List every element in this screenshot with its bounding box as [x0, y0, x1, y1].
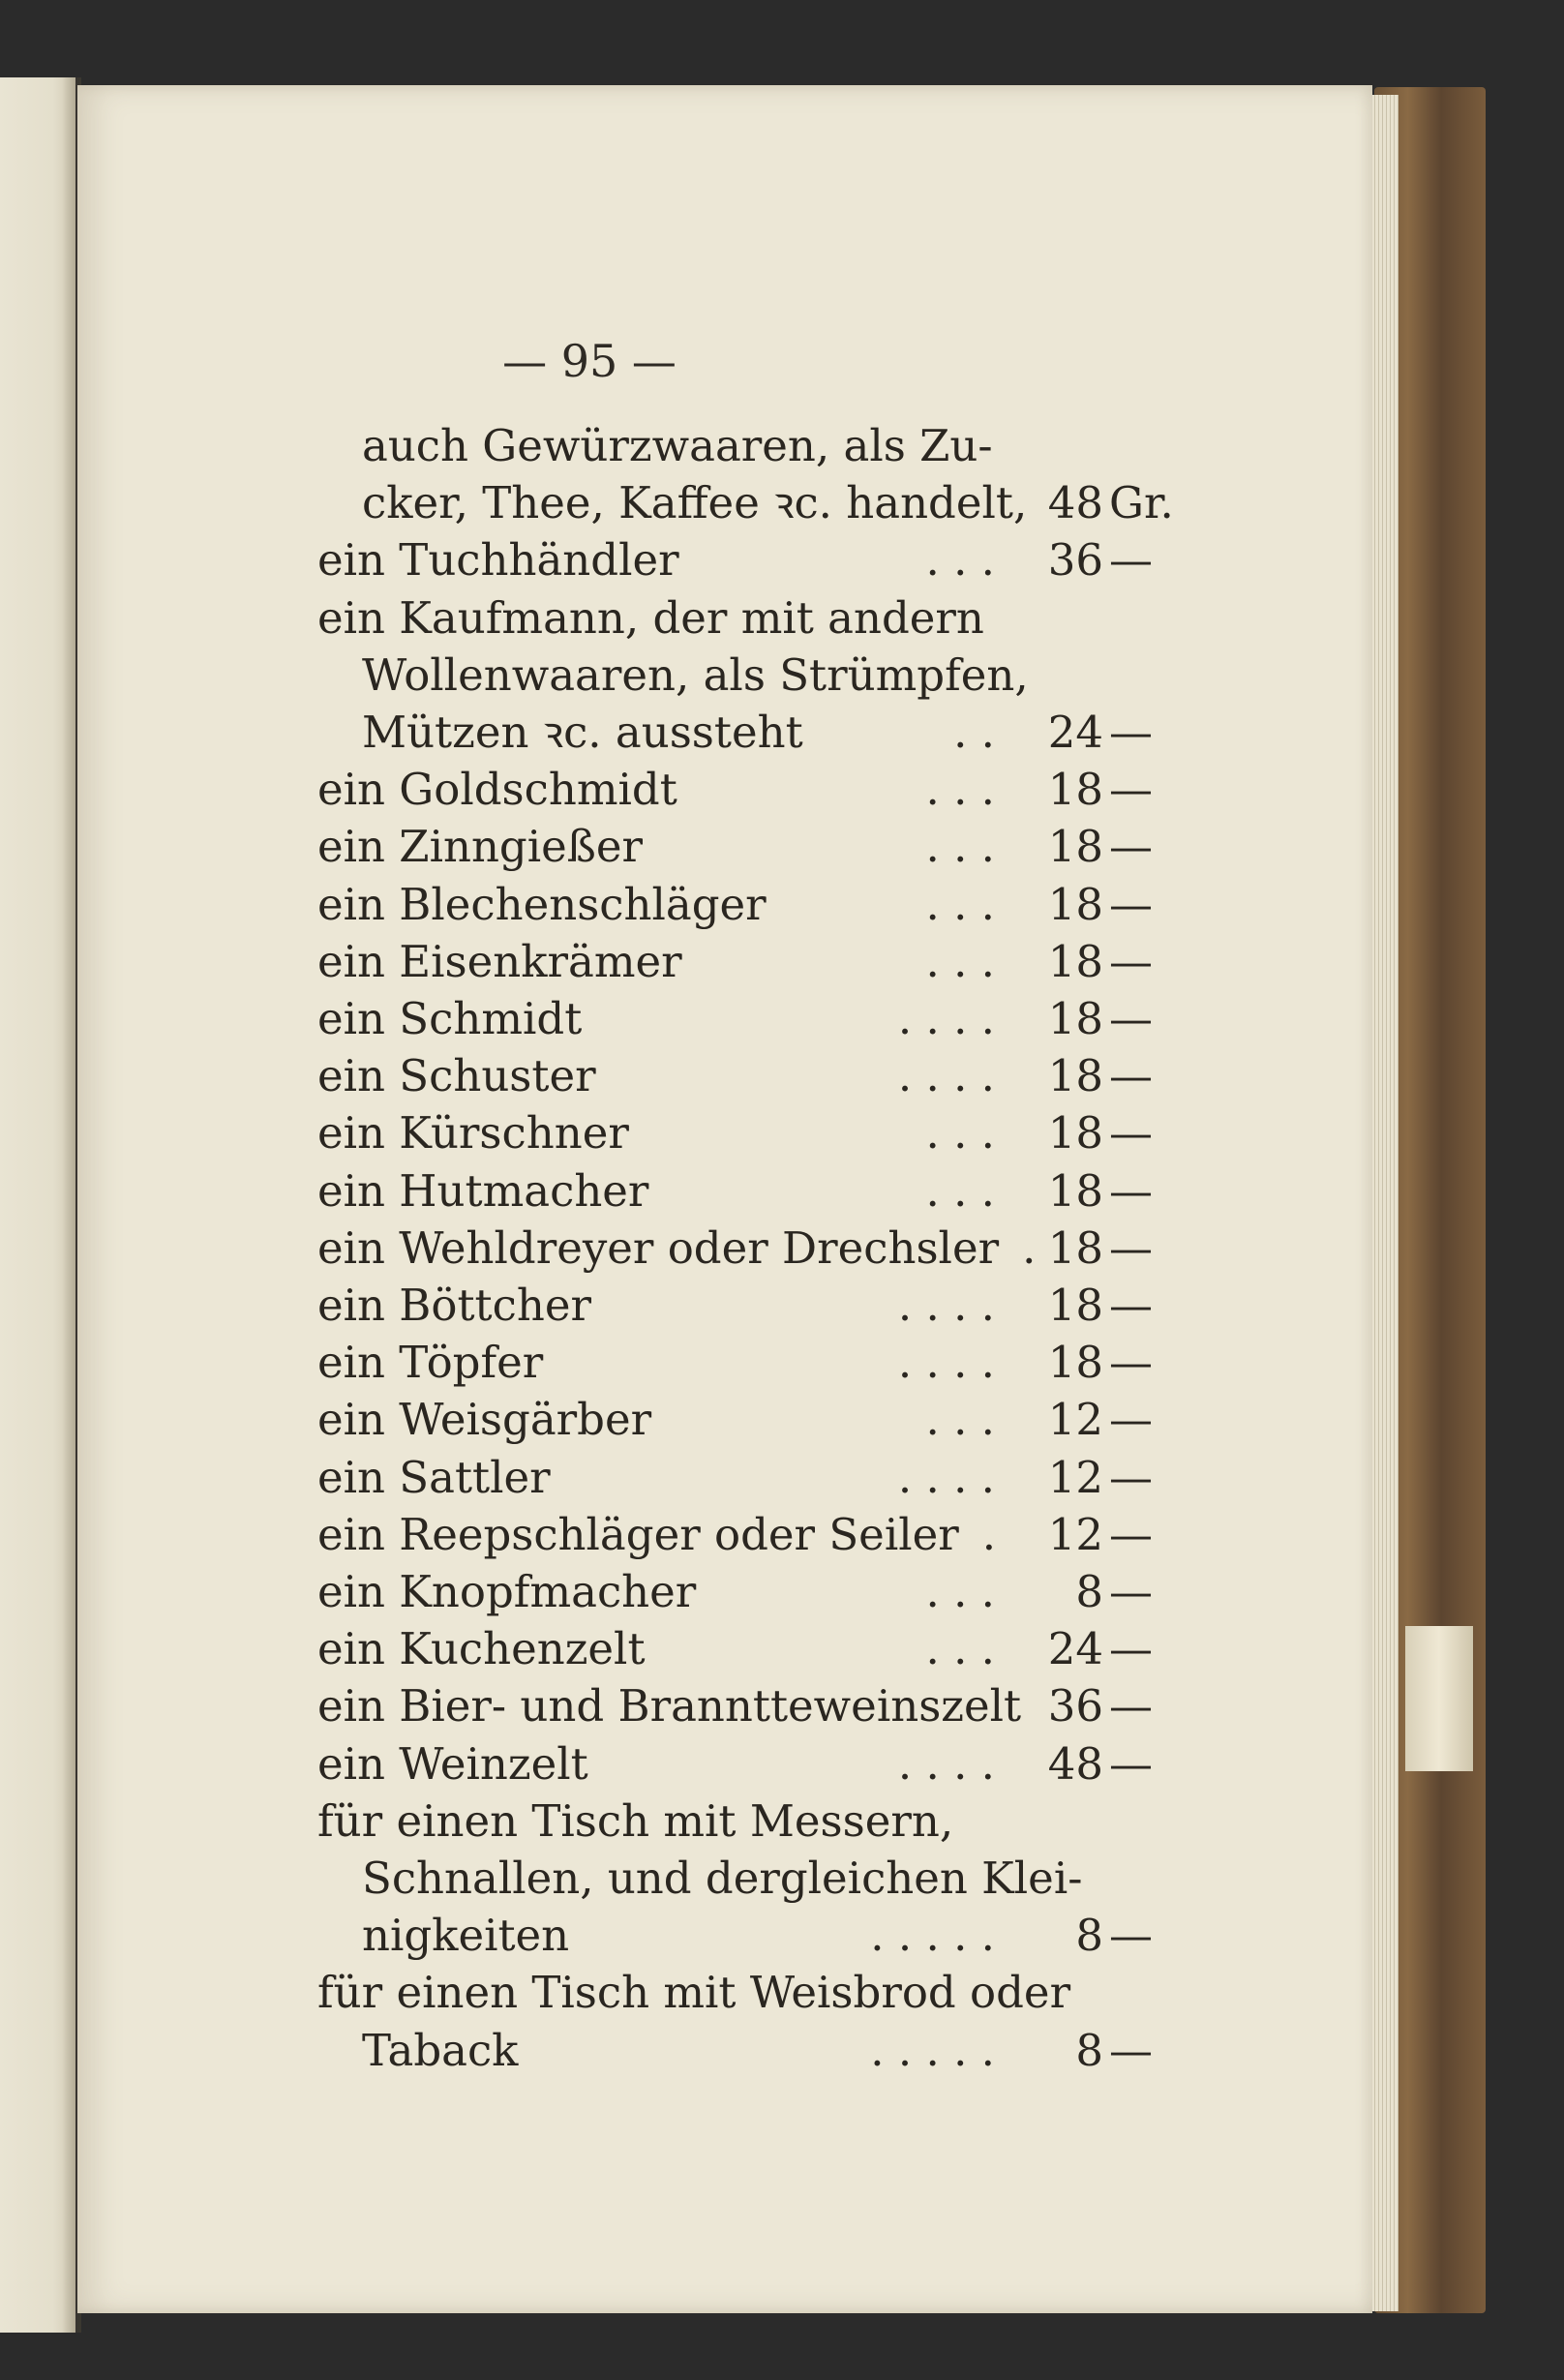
price-value: 36 [1047, 534, 1103, 587]
line-text: ein Weinzelt [317, 1737, 588, 1790]
leader-dots: . [981, 1508, 997, 1560]
line-text: ein Kaufmann, der mit andern [317, 591, 984, 644]
price-unit: — [1109, 1508, 1153, 1560]
line-text: Taback [362, 2024, 519, 2076]
line-text: nigkeiten [362, 1910, 570, 1962]
price-cell [1036, 935, 1171, 989]
leader-dots: . . . [925, 821, 995, 873]
line-text: ein Töpfer [317, 1337, 544, 1389]
price-value: 18 [1047, 993, 1103, 1044]
leader-dots: . . . [925, 935, 995, 987]
leader-dots: . . . [925, 764, 995, 816]
price-unit: — [1109, 878, 1153, 930]
leader-dots: . . . [925, 1566, 995, 1617]
price-unit: — [1109, 764, 1153, 816]
leader-dots: . . . . [897, 1050, 995, 1102]
line-text: ein Blechenschläger [317, 878, 767, 930]
price-unit: — [1109, 1280, 1153, 1331]
leader-dots: . . . . [897, 1737, 995, 1790]
price-cell [1036, 1279, 1171, 1333]
leader-dots: . . . [925, 534, 995, 587]
price-cell [1036, 1221, 1171, 1276]
price-cell [1036, 1336, 1171, 1390]
line-text: ein Schmidt [317, 993, 583, 1044]
price-value: 8 [1075, 2024, 1103, 2076]
line-text: Schnallen, und dergleichen Klei- [362, 1853, 1083, 1904]
price-unit: — [1109, 1680, 1153, 1732]
line-text: ein Böttcher [317, 1280, 591, 1331]
leader-dots: . . . . [897, 1337, 995, 1389]
line-text: ein Bier- und Branntteweinszelt [317, 1680, 1022, 1732]
price-unit: — [1109, 534, 1153, 587]
price-cell [1036, 1909, 1171, 1963]
price-value: 18 [1047, 1164, 1103, 1217]
price-cell [1036, 763, 1171, 817]
price-unit: — [1109, 1566, 1153, 1617]
line-text: ein Wehldreyer oder Drechsler [317, 1221, 1000, 1274]
leader-dots: . . [953, 707, 995, 758]
text-line [317, 1966, 1169, 2020]
price-unit: — [1109, 2024, 1153, 2076]
text-line [317, 591, 1169, 646]
leader-dots: . . . . [897, 1451, 995, 1503]
leader-dots: . . . . [897, 1280, 995, 1331]
line-text: ein Knopfmacher [317, 1566, 697, 1617]
price-cell [1036, 992, 1171, 1046]
line-text: cker, Thee, Kaffee ꝛc. handelt, [362, 477, 1028, 529]
line-text: ein Kürschner [317, 1107, 629, 1160]
price-unit: — [1109, 1623, 1153, 1675]
line-text: ein Hutmacher [317, 1164, 649, 1217]
line-text: ein Tuchhändler [317, 534, 679, 587]
page-number: — 95 — [502, 335, 677, 387]
price-unit: — [1109, 1451, 1153, 1503]
price-cell [1036, 820, 1171, 874]
line-text: für einen Tisch mit Weisbrod oder [317, 1967, 1071, 2019]
price-unit: — [1109, 821, 1153, 873]
price-value: 36 [1047, 1680, 1103, 1732]
price-value: 12 [1047, 1451, 1103, 1503]
price-unit: — [1109, 1394, 1153, 1446]
price-cell [1036, 878, 1171, 932]
price-unit: — [1109, 1737, 1153, 1790]
price-value: 24 [1047, 707, 1103, 758]
text-line [317, 648, 1169, 703]
line-text: für einen Tisch mit Messern, [317, 1794, 954, 1847]
leader-dots: . . . [925, 1107, 995, 1160]
price-unit: — [1109, 1221, 1153, 1274]
price-cell [1036, 706, 1171, 760]
line-text: auch Gewürzwaaren, als Zu- [362, 420, 993, 471]
price-cell [1036, 1679, 1171, 1733]
leader-dots: . . . [925, 1394, 995, 1446]
price-value: 18 [1047, 1337, 1103, 1389]
price-cell [1036, 1451, 1171, 1505]
price-value: 18 [1047, 1050, 1103, 1102]
leader-dots: . . . . . [870, 2024, 995, 2076]
price-cell [1036, 1622, 1171, 1676]
line-text: ein Zinngießer [317, 821, 643, 873]
price-unit: — [1109, 707, 1153, 758]
text-line [317, 1852, 1169, 1906]
price-value: 18 [1047, 764, 1103, 816]
price-cell [1036, 1106, 1171, 1160]
price-value: 18 [1047, 1221, 1103, 1274]
line-text: ein Eisenkrämer [317, 935, 682, 987]
spine-label [1405, 1626, 1473, 1771]
price-cell [1036, 533, 1171, 587]
page-text [77, 85, 1372, 2313]
price-unit: — [1109, 1337, 1153, 1389]
line-text: Mützen ꝛc. aussteht [362, 707, 803, 758]
leader-dots: . . . [925, 1623, 995, 1675]
line-text: Wollenwaaren, als Strümpfen, [362, 648, 1029, 701]
price-cell [1036, 1508, 1171, 1562]
price-cell [1036, 1737, 1171, 1792]
price-cell [1036, 1393, 1171, 1447]
price-cell [1036, 476, 1174, 530]
price-value: 18 [1047, 821, 1103, 873]
leader-dots: . . . . [897, 993, 995, 1044]
price-unit: — [1109, 993, 1153, 1044]
leader-dots: . . . . . [870, 1910, 995, 1962]
line-text: ein Goldschmidt [317, 764, 677, 816]
line-text: ein Reepschläger oder Seiler [317, 1508, 959, 1560]
price-unit: — [1109, 1164, 1153, 1217]
line-text: ein Weisgärber [317, 1394, 652, 1446]
book-page [77, 85, 1372, 2313]
leader-dots: . . . [925, 1164, 995, 1217]
price-value: 48 [1047, 477, 1103, 529]
text-line [317, 419, 1169, 473]
price-value: 18 [1047, 1107, 1103, 1160]
price-cell [1036, 2024, 1171, 2078]
price-unit: Gr. [1109, 477, 1174, 529]
price-value: 24 [1047, 1623, 1103, 1675]
price-value: 12 [1047, 1394, 1103, 1446]
price-value: 18 [1047, 935, 1103, 987]
price-unit: — [1109, 1050, 1153, 1102]
price-value: 8 [1075, 1566, 1103, 1617]
price-cell [1036, 1049, 1171, 1103]
text-line [317, 1794, 1169, 1849]
leader-dots: . . . [925, 878, 995, 930]
price-unit: — [1109, 1107, 1153, 1160]
line-text: ein Schuster [317, 1050, 596, 1102]
leader-dots: . [1022, 1221, 1037, 1274]
line-text: ein Sattler [317, 1451, 551, 1503]
price-value: 18 [1047, 1280, 1103, 1331]
price-value: 12 [1047, 1508, 1103, 1560]
price-value: 18 [1047, 878, 1103, 930]
price-unit: — [1109, 935, 1153, 987]
price-value: 48 [1047, 1737, 1103, 1790]
price-cell [1036, 1164, 1171, 1219]
price-cell [1036, 1565, 1171, 1619]
price-unit: — [1109, 1910, 1153, 1962]
line-text: ein Kuchenzelt [317, 1623, 646, 1675]
price-value: 8 [1075, 1910, 1103, 1962]
